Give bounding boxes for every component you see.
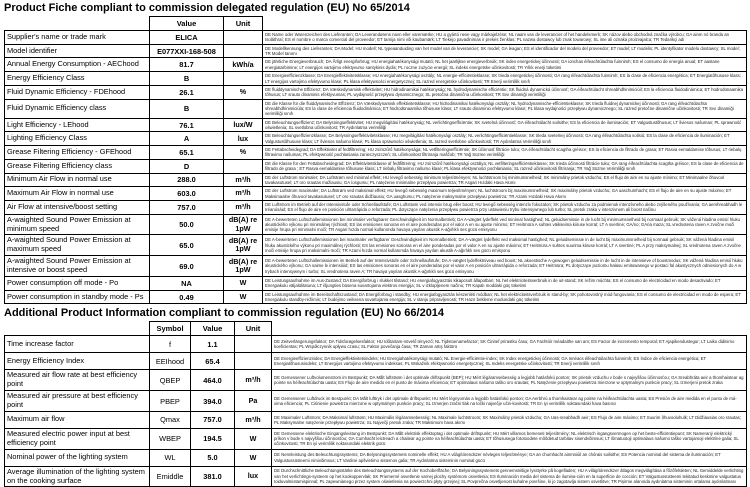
parameter-symbol: QBEP bbox=[150, 370, 191, 391]
parameter-name: Annual Energy Consumption - AEChood bbox=[5, 58, 150, 72]
fiche-table-row bbox=[5, 336, 747, 353]
parameter-description-multilingual: DE Name oder Warenzeichen des Lieferanten; DA Leverandørens navn eller varemærke; HU a gyártó neve vagy márkajelzése; NL naam van de leverancier of het handelsmerk; SK názov alebo obchodná značka výrobcu; GA ainm nó branda an tsoláthraí; ES el nombre o marca comercial del proveedor; ET tarnija nimi või kaubamärk; LT Tiekėjo pavadinimas ir prekės ženklas; PL nazwa dostawcy lub znak towarowy; SL ime ali oznaka proizvajalca; TR Tedarikçi adı bbox=[263, 31, 747, 45]
parameter-description-multilingual: DE die Klasse für den Fettabscheidegrad; DA Effektivitetsklasse af fedtfiltrering; HU zsírszűrő hatékonysági osztálya; NL vetfilteringsefficiëntieklasse; SK trieda účinnosti filtrácie tuku; GA rang éifeachtúlachta scagtha gréisce; ES la clase de eficiencia de filtrado de grasa ; ET Rasva eemaldamise tõhususe klass; LT riebalų filtravimo našumo klasė; PL klasa efektywności pochłaniania; SL razred učinkovitosti filtriranja; TR Yağ Süzme Verimliliği sınıfı bbox=[263, 159, 747, 173]
parameter-symbol: WL bbox=[150, 449, 191, 466]
fiche-table-row bbox=[5, 118, 747, 132]
parameter-name: Maximum air flow bbox=[5, 411, 150, 428]
parameter-unit: W bbox=[235, 449, 272, 466]
parameter-symbol: f bbox=[150, 336, 191, 353]
parameter-value: 194.5 bbox=[191, 428, 235, 449]
parameter-description-multilingual: DE Gemessener Luftdruck im Bestpunkt; DA Målt lufttryk i det optimale driftspunkt; HU Mért légnyomás a legjobb hatásfokú ponton; GA Aerbhrú a thomhaistear ag pointe na héifeachtúlachta uasta; ES Presión de aire medida en el punto de má-xima eficiencia; PL Ciśnienie powietrza mierzone w optymalnym punkcie pracy; SL Izmerjen zračni tlak na točki največje učin-kovitosti; TR En iyi verimlilik noktasındaki hava basıncı bbox=[272, 391, 747, 412]
parameter-symbol: WBEP bbox=[150, 428, 191, 449]
parameter-description-multilingual: DE Fettabscheidegrad; DA Effektivitet af fedtfiltrering; HU zsírszűrő hatékonysága; NL vetfilteringsefficiëntie; SK účinnosť filtrácie tuku; GA éifeachtúlacht scagtha gréisce; ES la eficiencia de filtrado de grasa; ET Rasva eemaldamise tõhusus; LT riebalų filtravimo našumas; PL efektywność pochłaniania zanieczyszczeń; SL učinkovitost filtriranja maščob; TR Yağ Süzme verimliliği bbox=[263, 146, 747, 160]
column-header-unit: Unit bbox=[235, 322, 272, 336]
fiche-table-row bbox=[5, 200, 747, 214]
parameter-name: Minimum Air Flow in normal use bbox=[5, 173, 150, 187]
table1-header-row bbox=[5, 17, 747, 31]
parameter-unit: Pa bbox=[235, 391, 272, 412]
parameter-description-multilingual: DE Beleuchtungseffizienz; DA Belysningseffektivitet; HU megvilágítási hatékonyság; NL verlichtingsefficiëntie; SK svetelná účinnosť; GA éifeachtúlacht soilsithe; ES la eficiencia de iluminación; ET Valgustustõhusus; LT šviesos našumas; PL sprawność oświetlenia; SL svetlobna učinkovitost; TR Aydınlatma verimliliği bbox=[263, 118, 747, 132]
parameter-name: Maximum Air Flow in normal use bbox=[5, 187, 150, 201]
parameter-unit: % bbox=[224, 146, 263, 160]
fiche-table-66-2014 bbox=[4, 321, 747, 487]
parameter-unit: W bbox=[224, 276, 263, 290]
parameter-value: ELICA bbox=[150, 31, 224, 45]
parameter-description-multilingual: DE der Luftstrom minimaler; DA Luftstrøm ved minimal effekt; HU levegő sebesség minimum teljesítményen; NL luchtstroom bij minimumsnelheid; SK minimálny prietok vzduchu; ES el flujo de aire en su ajuste mínimo; ET Minimaalne õhuvool tavakasutusel; LT oro srautas mažiausiu; GA íosgumu; PL natężenie minimalne przepływu powietrza; TR Asgari Hızdaki Hava Akımı bbox=[263, 173, 747, 187]
parameter-unit bbox=[224, 159, 263, 173]
fiche-table-row bbox=[5, 256, 747, 277]
column-header-value: Value bbox=[191, 322, 235, 336]
fiche-table-row bbox=[5, 159, 747, 173]
parameter-value: 464.0 bbox=[191, 370, 235, 391]
parameter-name: Measured electric power input at best efficiency point bbox=[5, 428, 150, 449]
parameter-description-multilingual: DE Beleuchtungseffizienzklasse; DA Belysningseffektivitetsklasse; HU megvilágítási hatékonysági osztály; NL verlichtingsefficiëntieklasse; SK trieda svetelnej účinnosti; GA rang éifeachtúlachta soilsiú; ES la clase de eficiencia de iluminación; ET Valgustustõhususe klass; LT šviesos našumo klasė; PL klasa sprawności oświetlenia; SL razred svetlobne učinkovitosti; TR Aydınlatma Verimliliği sınıfı bbox=[263, 132, 747, 146]
parameter-name: Light Efficiency - LEhood bbox=[5, 118, 150, 132]
header-spacer bbox=[263, 17, 747, 31]
fiche-table-row bbox=[5, 44, 747, 58]
fiche-table-row bbox=[5, 235, 747, 256]
parameter-unit bbox=[224, 31, 263, 45]
parameter-name: Energy Efficiency Index bbox=[5, 353, 150, 370]
parameter-unit bbox=[235, 353, 272, 370]
fiche-table-row bbox=[5, 31, 747, 45]
parameter-unit: % bbox=[224, 85, 263, 99]
parameter-name: Measured air flow rate at best efficiency point bbox=[5, 370, 150, 391]
parameter-description-multilingual: DE A-bewerteten Luftschallemissionen bei minimaler verfügbarer Geschwindigkeit im Normalbetrieb; DA A-vægtet lydeffekt ved minimal hastighed; NL geluidsemissie in de lucht bij minimumsnelheid bij normaal gebruik; SK vážená hladina emisií hluku akustického výkonu pri minimálnej rýchlosti; ES las emisiones sonoras en el aire ponderadas por el valor A en su ajuste mínimo; ET Heitmüra A suhtes väikseima kiiruse korral; LT A svertinė; GA/no; GAria maza; SL vrednotena raven A zvočne moči emisije hrupa pri minimalni moči; TR Asgari hızda normal kullanımda havaya yayılan akustik A-ağırlıklı ses gücü emisyonu bbox=[263, 214, 747, 235]
fiche-table-row bbox=[5, 85, 747, 99]
parameter-unit: m³/h bbox=[224, 173, 263, 187]
parameter-unit: W bbox=[224, 290, 263, 304]
parameter-symbol: PBEP bbox=[150, 391, 191, 412]
parameter-unit bbox=[235, 336, 272, 353]
parameter-name: Model identifier bbox=[5, 44, 150, 58]
parameter-value: 381.0 bbox=[191, 466, 235, 487]
fiche-table-row bbox=[5, 370, 747, 391]
parameter-value: 50.0 bbox=[150, 214, 224, 235]
fiche-table-row bbox=[5, 449, 747, 466]
parameter-unit: dB(A) re 1pW bbox=[224, 256, 263, 277]
fiche-table-row bbox=[5, 391, 747, 412]
parameter-value: 757.0 bbox=[191, 411, 235, 428]
parameter-value: B bbox=[150, 72, 224, 86]
parameter-description-multilingual: DE Energieeffizienzindex; DA Energieffektivitetsindeks; HU Energiahatékonysági mutató; NL Energie-efficiëntie-index; SK Index energetickej účinnosti; GA Innéacs éifeachtúlachta fuinnimh; ES Índice de eficiencia energética; ET Energiatõhususindeks; LT Energijos vartojimo efektyvumo indeksas; PL Wskaźnik efektywności energetycznej; SL Indeks energetske učinkovitosti; TR Enerji verimlilik sınıfı bbox=[272, 353, 747, 370]
parameter-name: Measured air pressure at best efficiency point bbox=[5, 391, 150, 412]
fiche-table-row bbox=[5, 72, 747, 86]
parameter-value: 1.1 bbox=[191, 336, 235, 353]
parameter-value: 394.0 bbox=[191, 391, 235, 412]
header-spacer bbox=[5, 322, 150, 336]
parameter-description-multilingual: DE A-bewerteten Luftschallemissionen bei maximaler verfügbarer Geschwindigkeit im Normalbetrieb; DA A-vægtet lydeffekt ved maksimal hastighed; NL geluidsemissie in de lucht bij maximumsnelheid bij normaal gebruik; SK vážená hladina emisií hluku akustického výkonu pri maximálnej rýchlosti; ES las emisiones sonoras en el aire ponderadas por el valor A en su ajuste máximo; ET Heitmüra A suhtes suurima kiiruse korral; LT A svertinė; PL A przy maksymalnej; SL vrednotena raven A zvočne moči emisije hrupa pri maksimalni moči; TR Azami hızda normal kullanımda havaya yayılan akustik A-ağırlıklı ses gücü emisyonu bbox=[263, 235, 747, 256]
parameter-description-multilingual: DE Leistungsaufnahme im Bereitschaftszustand; DA Energiforbrug i standby; HU energiafogyasztás készenléti módban; NL het elektriciteitsverbruik in stand-by; SK pohotovostný mód fungovania; ES el consumo de electricidad en modo de espera; ET Energiakulu standby-režiimis; LT budėjimo veiksena suvartojama energija; SL v stanju pripravljenosti; TR Hazır bekleme modundaki güç tüketimi bbox=[263, 290, 747, 304]
parameter-description-multilingual: DE Gemessene elektrische Eingangsleistung im Bestpunkt; DA Målt elektrisk effektoptag i det optimale driftspunkt; HU Mért villamos bemeneti teljesítmény; NL elektrisch ingangsvermogen op het beste-efficiëntiepunt; SK Nameraný elektrický príkon v bode s najvyššou účinnosťou; GA Cumhacht leictreach a chaitear ag pointe na héifeachtúlachta uasta; ET tõhususega fototoodete mõõdetud tarbitav sisendvõimsus; LT išmatuotoji optimalaus našumo taško vartojamoji elektrinė galia; SL učinkovitosti; TR En iyi verimlilik noktasındaki elektrik gücü bbox=[272, 428, 747, 449]
parameter-value: A bbox=[150, 132, 224, 146]
parameter-name: Nominal power of the lighting system bbox=[5, 449, 150, 466]
parameter-unit: W bbox=[235, 428, 272, 449]
parameter-symbol: EEIhood bbox=[150, 353, 191, 370]
parameter-value: B bbox=[150, 99, 224, 118]
fiche-title-66-2014: Additional Product Information compliant to commission regulation (EU) No 66/2014 bbox=[4, 307, 445, 320]
column-header-unit: Unit bbox=[224, 17, 263, 31]
parameter-unit: lux/W bbox=[224, 118, 263, 132]
parameter-value: 81.7 bbox=[150, 58, 224, 72]
column-header-value: Value bbox=[150, 17, 224, 31]
parameter-description-multilingual: DE Gemessener Luftvolumenstrom im Bestpunkt; DA Målt luftstrøm i det optimale driftspunkt (BEP); HU Mért légáramsebesség a legjobb hatásfokú ponton; SK prietok vzduchu v bode s najvyššou účinnosťou; GA Sreabhráta aeir a thomhaistear ag pointe na héifeachtúlachta uasta; ES Flujo de aire medido en el punto de máxima eficiencia; ET optimalaus našumo taško oro srautas; PL Natężenie przepływu powietrza mierzone w optymalnym punkcie pracy; SL Izmerjeni pretok zraka bbox=[272, 370, 747, 391]
parameter-unit: dB(A) re 1pW bbox=[224, 214, 263, 235]
parameter-name: A-waighted Sound Power Emission at maximum speed bbox=[5, 235, 150, 256]
parameter-description-multilingual: DE Nennleistung des Beleuchtungssystems; DA Belysningssystemets nominelle effekt; HU A világítórendszer névleges teljesítménye; GA an chumhacht ainmniúil an chórais soilsithe; ES Potencia nominal del sistema de iluminación; ET Valgustussüsteemi nimivõimsus; LT Vardinė apšvietimo sistemos galia; TR Aydınlatma sisteminin nominal gücü bbox=[272, 449, 747, 466]
parameter-name: Time increase factor bbox=[5, 336, 150, 353]
parameter-value: 65.4 bbox=[191, 353, 235, 370]
parameter-name: A-waighted Sound Power Emission at intensive or boost speed bbox=[5, 256, 150, 277]
parameter-value: D bbox=[150, 159, 224, 173]
parameter-description-multilingual: DE die Klasse für die fluiddynamische Effizienz; DA Væskedynamisk effektivitetsklasse; HU hidrodinamikai hatékonysági osztály; NL hydrodynamische-efficiëntieklasse; SK trieda fluidnej dynamickej účinnosti; GA rang éifeachtúlachta shreabhdhinimiciúla; ES la clase de eficiencia fluidodinámica; ET hüdrodünaamika tõhususe klass; LT srauto dinaminio efektyvumo klasė; PL klasa wydajności przepływu dynamicznego; SL razred pretočne dinamične učinkovitosti; TR Sıvı dinamiği verimliliği sınıfı bbox=[263, 99, 747, 118]
header-spacer bbox=[272, 322, 747, 336]
parameter-value: 288.0 bbox=[150, 173, 224, 187]
fiche-table-row bbox=[5, 99, 747, 118]
parameter-name: Lighting Efficiency Class bbox=[5, 132, 150, 146]
parameter-value: NA bbox=[150, 276, 224, 290]
fiche-table-row bbox=[5, 173, 747, 187]
parameter-unit: m³/h bbox=[235, 370, 272, 391]
fiche-table-row bbox=[5, 276, 747, 290]
parameter-description-multilingual: DE Modellkennung des Lieferanten; DA Model; HU modell; NL typeaanduiding van het model van de leverancier; SK model; GA leagan; ES el identificador del modelo del proveedor; ET mudel; LT modelis; PL identyfikator modelu dostawcy; SL model; TR Model tanımı bbox=[263, 44, 747, 58]
parameter-unit: m³/h bbox=[235, 411, 272, 428]
parameter-description-multilingual: DE der Luftstrom maximaler; DA Luftstrøm ved maksimal effekt; HU levegő sebesség maximum teljesítményen; NL luchtstroom bij maximumsnelheid; SK maximálny prietok vzduchu; GA uaschumhacht; ES el flujo de aire en su ajuste máximo; ET Maksimaalne õhuvool tavakasutusel; LT oro srautas didžiausiu; GA uasghumu; PL natężenie maksymalne przepływu powietrza; TR Azami Hızdaki Hava Akımı bbox=[263, 187, 747, 201]
parameter-value: 65.0 bbox=[150, 235, 224, 256]
fiche-table-row bbox=[5, 466, 747, 487]
parameter-description-multilingual: DE Maximaler Luftstrom; DA Maksimal luftstrøm; HU Maximális légáramsebesség; NL Maximale luchtstroom; SK Maximálny prietok vzduchu; GA Uas-sreabhadh aeir; ES Flujo de aire máximo; ET Suurim õhuvooluhulk; LT Didžiausias oro srautas; PL Maksymalne natężenie przepływu powietrza; SL Največji pretok zraka; TR Maksimum hava akımı bbox=[272, 411, 747, 428]
fiche-table-row bbox=[5, 290, 747, 304]
parameter-value: 26.1 bbox=[150, 85, 224, 99]
parameter-description-multilingual: DE Luftstrom im Betrieb auf der Intensivstufe oder Schnellaufstufe; DA Luftstrøm ved intensiv brug eller boost; HU levegő sebesség intenzív fokozaton; SK prietok vzduchu za podmienok intenzívneho alebo zvýšeného používania; GA aershreabhadh le tréanúsáid; ES el flujo de aire en posición ultrarrápida o reforzada; PL dotyczące natężenia przepływu powietrza przy ustawieniu trybu intensywnego lub turbo; SL pretok zraka v intenzivnem ali boost načinu bbox=[263, 200, 747, 214]
parameter-value: 5.0 bbox=[191, 449, 235, 466]
parameter-name: Supplier's name or trade mark bbox=[5, 31, 150, 45]
parameter-unit: m³/h bbox=[224, 187, 263, 201]
parameter-name: A-waighted Sound Power Emission at minimum speed bbox=[5, 214, 150, 235]
parameter-name: Grease Filtering Efficiency - GFEhood bbox=[5, 146, 150, 160]
fiche-table-row bbox=[5, 428, 747, 449]
fiche-table-row bbox=[5, 187, 747, 201]
parameter-unit: kWh/a bbox=[224, 58, 263, 72]
table2-header-row bbox=[5, 322, 747, 336]
fiche-table-row bbox=[5, 353, 747, 370]
parameter-symbol: Emiddle bbox=[150, 466, 191, 487]
fiche-table-row bbox=[5, 58, 747, 72]
parameter-name: Fluid Dynamic Efficiency - FDEhood bbox=[5, 85, 150, 99]
parameter-unit bbox=[224, 72, 263, 86]
fiche-table-row bbox=[5, 214, 747, 235]
parameter-value: 603.0 bbox=[150, 187, 224, 201]
fiche-table-row bbox=[5, 132, 747, 146]
parameter-value: 65.1 bbox=[150, 146, 224, 160]
parameter-value: 69.0 bbox=[150, 256, 224, 277]
parameter-description-multilingual: DE A-bewerteten Luftschallemissionen im Betrieb auf der Intensivstufe oder Schnellaufstufe; DA A-vægtet lydeffektniveau ved boost; NL akoestische A-gewogen geluidsemissie in de lucht in de intensieve of boostmodus; SK vážená hladina emisií hluku akustického výkonu; GA saime le intensiúid; ES las emisiones sonoras en el aire ponderadas por el valor A en posición ultrarrápida o reforzada; ET Heitmüra; PL dotyczące poziomu hałasu emitowanego w postaci fal akustycznych odniesionych do A w trybach intensywnym i turbo; SL vrednotena raven A; TR havaya yayılan akustik A-ağırlıklı ses gücü emisyonu bbox=[263, 256, 747, 277]
parameter-value: 0.49 bbox=[150, 290, 224, 304]
parameter-description-multilingual: DE Leistungsaufnahme im Aus-Zustand; DA Energiforbrug i slukket tilstand; HU energiafogyasztás kikapcsolt állapotban; NL het elektriciteitsverbruik in de uit-stand; SK režim múchta; ES el consumo de electricidad en modo desactivado; ET Energiakulu väljalülitatuna; LT išjungties būsena suvartojama elektros energija; SL v izklopljenem načinu; TR Kapalı moddaki güç tüketimi bbox=[263, 276, 747, 290]
parameter-value: 76.1 bbox=[150, 118, 224, 132]
parameter-name: Power consumption in standby mode - Ps bbox=[5, 290, 150, 304]
parameter-name: Average illumination of the lighting system on the cooking surface bbox=[5, 466, 150, 487]
parameter-unit: dB(A) re 1pW bbox=[224, 235, 263, 256]
column-header-symbol: Symbol bbox=[150, 322, 191, 336]
parameter-unit bbox=[224, 44, 263, 58]
parameter-unit: m³/h bbox=[224, 200, 263, 214]
parameter-description-multilingual: DE jährliche Energieverbrauch; DA Årligt energiforbrug; HU energiahatékonysági mutató; NL het jaarlijkse energieverbruik; SK index energetickej účinnosti; GA ionchas éifeachtúlachta fuinnimh; ES el consumo de energía anual; ET aastane energiatarbimine; LT energijos vartojimo efektyvumo santykinis dydis; PL roczne zużycie energii; SL indeks energetske učinkovitosti; TR Yıllık enerji tüketimi bbox=[263, 58, 747, 72]
parameter-description-multilingual: DE Durchschnittliche Beleuchtungsstärke des Beleuchtungssystems auf der Kochoberfläche; DA Belysningssystemets gennemsnitlige lysstyrke på kogefladen; HU A világítórendszer átlagos megvilágítása a főzőfelületen; NL Gemiddelde verlichting van het verlichtings-systeem op het kookoppervlak; SK Priemerné osvetlenie varnej plochy systémom osvetlenia; ES Iluminación media del sistema de ilumina-ción en la superficie de cocción; ET Valgustussüsteemi tekitatud keskmine valgustatus toiduvalmistamispinnal; PL zapewnianego przez system oświetlenia na powierzchni płyty grzejnej; SL Povprečna osvetljenost kuhalne površine, ki jo zagotavlja sistem osvetlitve; TR Pişirme alanında aydınlatma sisteminin ortalama aydınlatması bbox=[272, 466, 747, 487]
fiche-title-65-2014: Product Fiche compliant to commission delegated regulation (EU) No 65/2014 bbox=[4, 2, 410, 14]
parameter-unit: lux bbox=[235, 466, 272, 487]
parameter-name: Air Flow at intensive/boost setting bbox=[5, 200, 150, 214]
parameter-description-multilingual: DE Zeitverlängerungsfaktor; DA Tidsforøgelsesfaktor; HU Időtartam-növelő tényező; NL Tijdstoenamefactor; SK Činiteľ prirastku času; GA Fachtóir méadaithe san am; ES Factor de incremento temporal; ET Ajapikendustegur; LT Laiko didinimo koeficientas; PL Współczynnik upływu czasu; SL Faktor povečanja časa; TR Zaman artış faktörü bbox=[272, 336, 747, 353]
fiche-table-65-2014 bbox=[4, 16, 747, 304]
parameter-unit bbox=[224, 99, 263, 118]
fiche-table-row bbox=[5, 146, 747, 160]
parameter-description-multilingual: DE Energieeffizienzklasse; DA Energieffektivitetsklasse; HU energiahatékonysági osztály; NL energie-efficiëntieklasse; SK trieda energetickej účinnosti; GA rang éifeachtúlachta fuinnimh; ES la clase de eficiencia energética; ET Energiatõhususe klass; LT energijos vartojimo efektyvumo klasė; PL klasa efektywności energetycznej; SL razred energetske učinkovitosti; TR Enerji verimlilik sınıfı bbox=[263, 72, 747, 86]
parameter-name: Grease Filtering Efficiency class bbox=[5, 159, 150, 173]
parameter-value: 757.0 bbox=[150, 200, 224, 214]
parameter-name: Energy Efficiency Class bbox=[5, 72, 150, 86]
parameter-description-multilingual: DE fluiddynamische Effizienz; DA Væskedynamisk effektivitet; HU hidrodinamikai hatékonyság; NL hydrodynamische efficiëntie; SK fluidná dynamická účinnosť; GA éifeachtúlacht shreabhdhinimiciúil; ES la eficiencia fluidodinámica; ET hüdrodünaamika tõhusus; LT srauto dinaminis efektyvumas; PL wydajność przepływu dynamicznego; SL pretočna dinamična učinkovitost; TR Sıvı dinamiği verimliliği bbox=[263, 85, 747, 99]
header-spacer bbox=[5, 17, 150, 31]
parameter-name: Power consumption off mode - Po bbox=[5, 276, 150, 290]
parameter-name: Fluid Dynamic Efficiency class bbox=[5, 99, 150, 118]
parameter-symbol: Qmax bbox=[150, 411, 191, 428]
parameter-unit: lux bbox=[224, 132, 263, 146]
parameter-value: E077XXI-168-508 bbox=[150, 44, 224, 58]
fiche-table-row bbox=[5, 411, 747, 428]
